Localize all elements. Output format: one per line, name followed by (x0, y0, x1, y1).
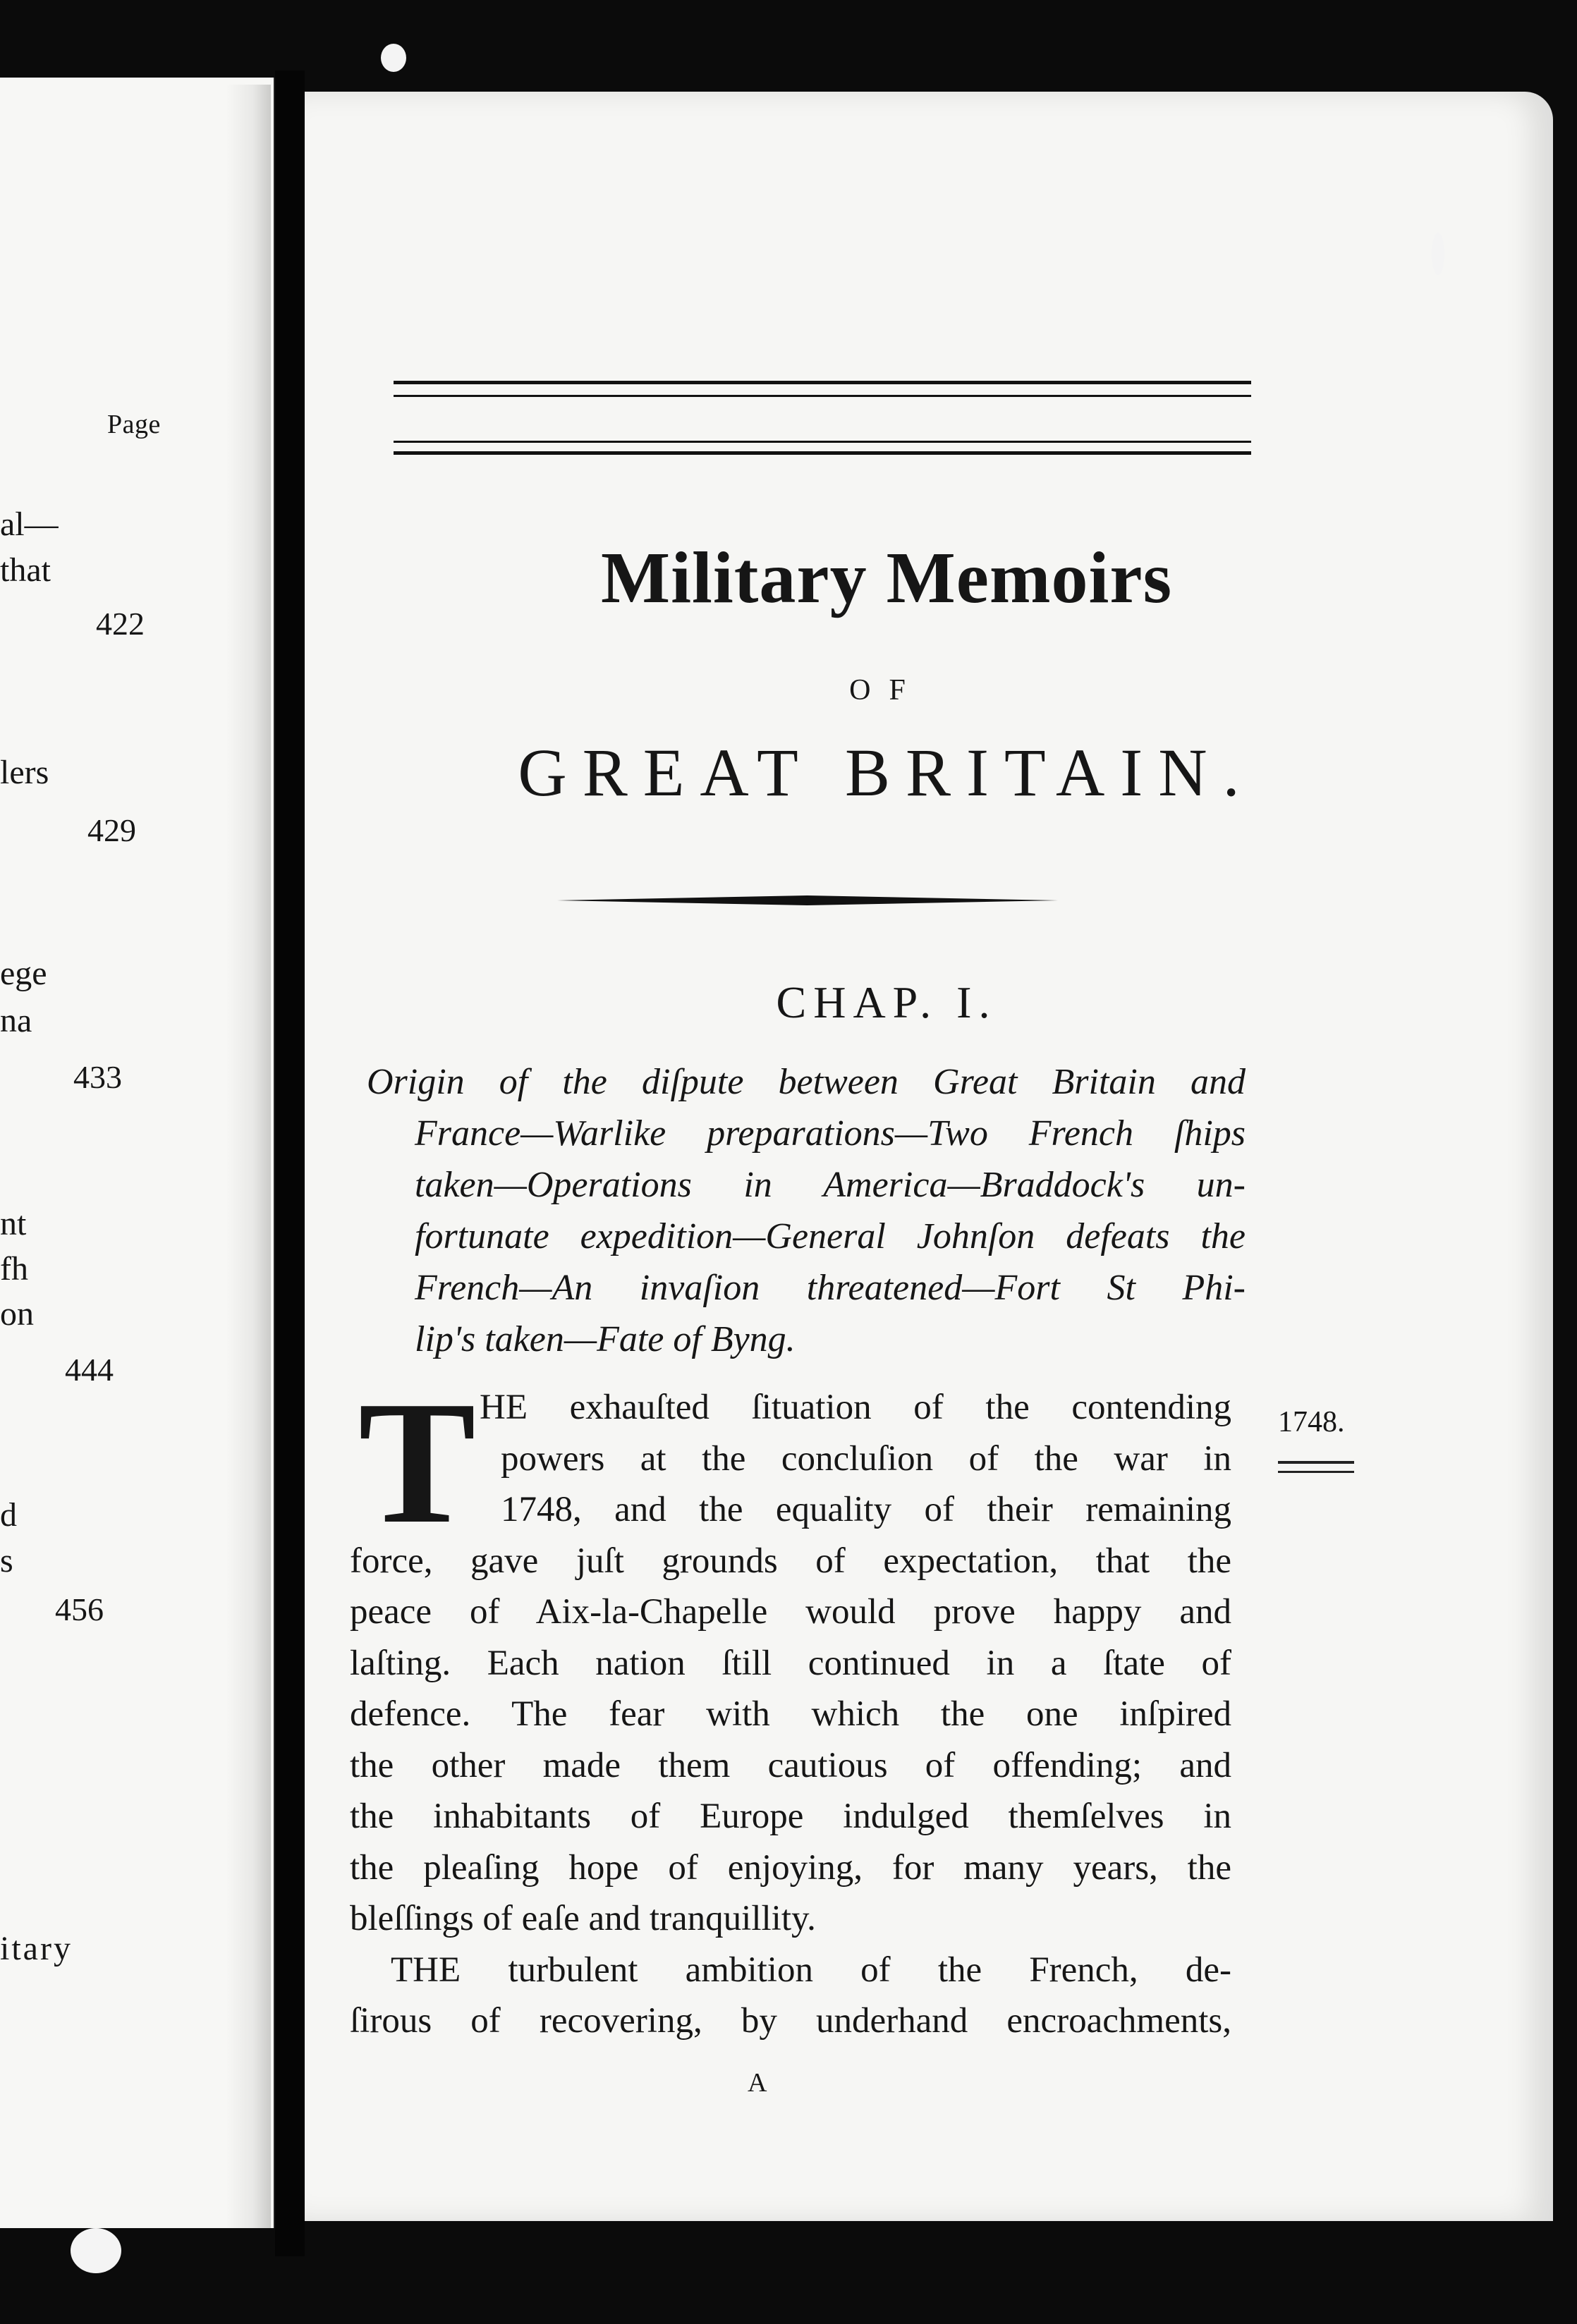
header-rule (394, 451, 1251, 455)
scan-speck (71, 2228, 121, 2273)
signature-mark: A (748, 2068, 769, 2098)
body-line: peace of Aix-la-Chapelle would prove happy and (350, 1592, 1231, 1632)
header-rule (394, 395, 1251, 397)
body-line: HE exhauſted ſituation of the contending (480, 1388, 1231, 1427)
chapter-synopsis (367, 1056, 1246, 1365)
body-line: powers at the concluſion of the war in (501, 1438, 1231, 1479)
left-page-fragment: fh (0, 1250, 28, 1288)
book-title: Military Memoirs (600, 537, 1173, 618)
left-page-fragment: nt (0, 1205, 27, 1242)
book-spine (275, 71, 305, 2256)
toc-page-number: 422 (96, 606, 145, 642)
left-page-fragment: itary (0, 1930, 73, 1967)
synopsis-line: fortunate expedition—General Johnſon defeats the (415, 1216, 1246, 1256)
toc-page-number: 433 (73, 1059, 122, 1095)
body-text (350, 1382, 1231, 2047)
drop-cap-initial: T (358, 1365, 476, 1560)
left-page-fragment: that (0, 551, 51, 589)
title-connector: OF (849, 674, 924, 707)
synopsis-line: taken—Operations in America—Braddock's un- (415, 1165, 1246, 1205)
left-page-fragment: d (0, 1496, 17, 1534)
body-line: the pleaſing hope of enjoying, for many years, the (350, 1847, 1231, 1888)
page-column-label: Page (107, 410, 161, 439)
synopsis-line: French—An invaſion threatened—Fort St Phi- (415, 1268, 1246, 1308)
body-line: the other made them cautious of offending; and (350, 1745, 1231, 1785)
header-rule (394, 381, 1251, 384)
left-page-fragment: na (0, 1002, 32, 1039)
left-page-fragment: on (0, 1295, 34, 1333)
chapter-heading: CHAP. I. (776, 977, 997, 1027)
body-line: defence. The fear with which the one inſpired (350, 1694, 1231, 1734)
synopsis-line: France—Warlike preparations—Two French ſhips (415, 1113, 1246, 1154)
margin-note-rule (1278, 1461, 1354, 1464)
margin-note-year: 1748. (1278, 1406, 1345, 1438)
left-page-fragment: ege (0, 955, 47, 992)
scan-speck (381, 44, 406, 72)
header-rule (394, 441, 1251, 443)
body-line: THE turbulent ambition of the French, de- (391, 1950, 1231, 1990)
toc-page-number: 456 (55, 1591, 104, 1627)
left-page-fragment: s (0, 1542, 13, 1579)
body-line: bleſſings of eaſe and tranquillity. (350, 1899, 816, 1938)
margin-note-rule (1278, 1471, 1354, 1473)
synopsis-line: lip's taken—Fate of Byng. (415, 1319, 796, 1359)
scan-speck (1432, 233, 1444, 275)
left-page-fragment: al— (0, 506, 59, 543)
toc-page-number: 444 (65, 1352, 114, 1388)
toc-page-number: 429 (87, 812, 136, 848)
body-line: laſting. Each nation ſtill continued in a ſtate of (350, 1643, 1231, 1683)
page-gutter-shadow (226, 85, 271, 2228)
body-line: 1748, and the equality of their remaining (501, 1490, 1231, 1529)
ornamental-rule (557, 895, 1058, 905)
left-page-fragment: lers (0, 754, 49, 791)
synopsis-line: Origin of the diſpute between Great Britain and (367, 1062, 1246, 1102)
body-line: the inhabitants of Europe indulged themſelves in (350, 1797, 1231, 1836)
body-line: force, gave juſt grounds of expectation, that the (350, 1541, 1231, 1581)
body-line: ſirous of recovering, by underhand encroachments, (350, 2001, 1231, 2041)
book-subtitle: GREAT BRITAIN. (518, 735, 1255, 810)
